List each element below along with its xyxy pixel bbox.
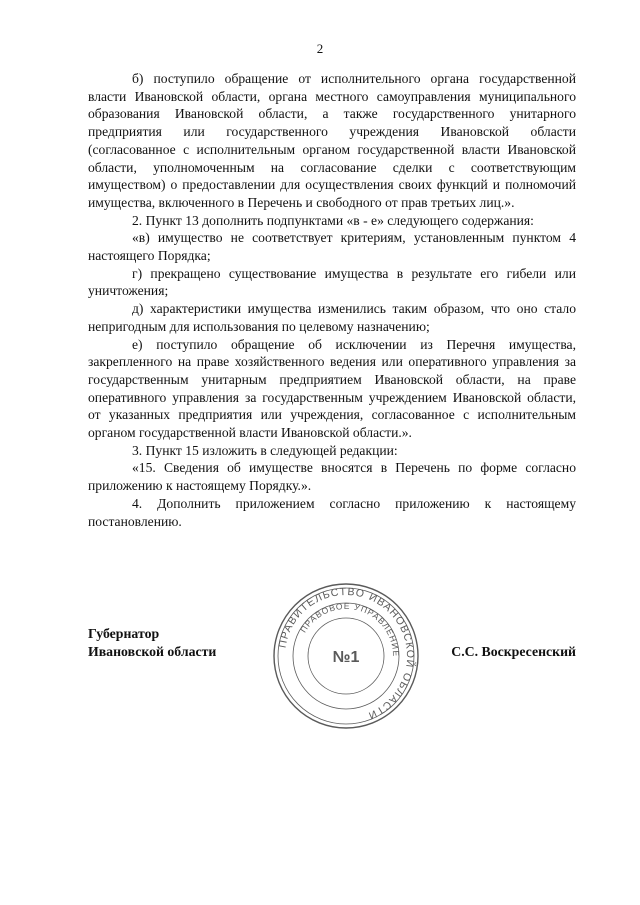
paragraph-4: г) прекращено существование имущества в результате его гибели или уничтожения; — [88, 265, 576, 299]
paragraph-5: д) характеристики имущества изменились таким образом, что оно стало непригодным для использования по целевому назначению; — [88, 301, 576, 334]
official-seal-stamp — [271, 581, 421, 731]
paragraph-6: е) поступило обращение об исключении из Перечня имущества, закрепленного на праве хозяйственного ведения или оперативного управления за государственным унитарным предприятием Ивановской области, на праве оперативного управления за государственным учреждением Ивановской области, от указанных предприятия или учреждения, согласованное с исполнительным органом государственной власти Ивановской области.». — [88, 336, 576, 441]
signatory-title-line-2: Ивановской области — [88, 644, 217, 659]
signatory-name: С.С. Воскресенский — [451, 644, 576, 659]
signatory-title — [88, 625, 216, 661]
seal-outer-text: ПРАВИТЕЛЬСТВО ИВАНОВСКОЙ ОБЛАСТИ — [276, 585, 417, 722]
paragraph-7: 3. Пункт 15 изложить в следующей редакции: — [132, 442, 398, 458]
document-body — [88, 70, 576, 530]
signatory-title-line-1: Губернатор — [88, 626, 160, 641]
seal-inner-text: ПРАВОВОЕ УПРАВЛЕНИЕ — [298, 600, 402, 658]
seal-center-number: №1 — [332, 649, 360, 666]
paragraph-9: 4. Дополнить приложением согласно приложению к настоящему постановлению. — [88, 495, 576, 529]
paragraph-2: 2. Пункт 13 дополнить подпунктами «в - е» следующего содержания: — [132, 212, 534, 228]
paragraph-8: «15. Сведения об имуществе вносятся в Перечень по форме согласно приложению к настоящему Порядку.». — [88, 460, 576, 494]
paragraph-1: б) поступило обращение от исполнительного органа государственной власти Ивановской области, органа местного самоуправления муниципального образования Ивановской области, а также государственного унитарного предприятия или государственного учреждения Ивановской области (согласованное с исполнительным органом государственной власти Ивановской области, уполномоченным на согласование сделки с соответствующим имуществом) о предоставлении для осуществления своих функций и полномочий имущества, включенного в Перечень и свободного от прав третьих лиц.». — [88, 71, 576, 210]
paragraph-3: «в) имущество не соответствует критериям, установленным пунктом 4 настоящего Порядка; — [88, 230, 576, 264]
page-number: 2 — [316, 41, 324, 56]
